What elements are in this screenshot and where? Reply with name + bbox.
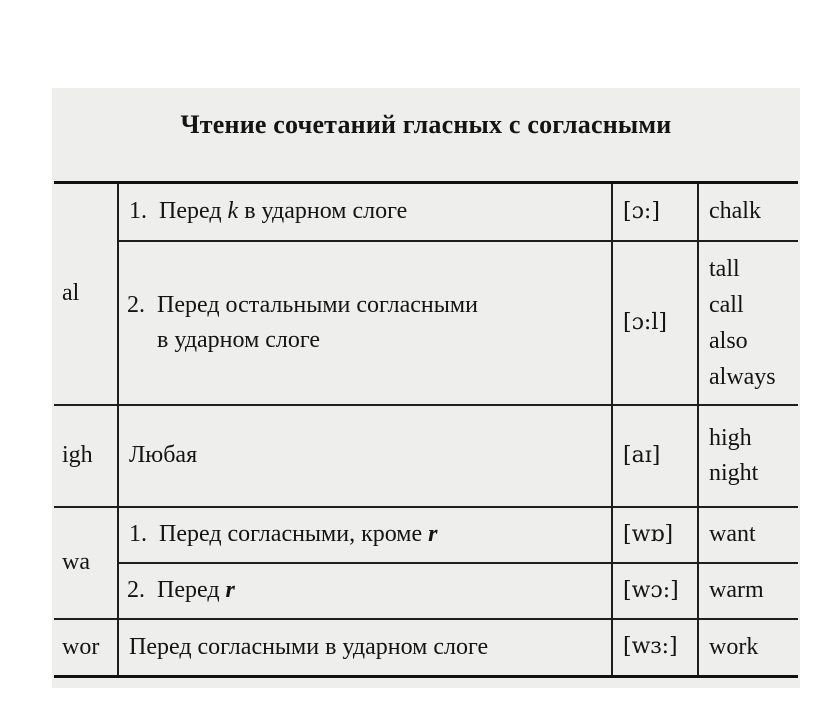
condition-letter: k [227, 198, 239, 225]
transcription-cell: [wɒ] [612, 507, 698, 563]
example-word: high [709, 424, 752, 451]
rule-number: 2. [127, 577, 145, 604]
transcription-cell: [ɔ:] [612, 183, 698, 241]
condition-cell [118, 241, 612, 405]
example-word: also [709, 327, 748, 354]
transcription-cell: [ɔ:l] [612, 241, 698, 405]
example-word: warm [709, 577, 764, 604]
table-row [54, 619, 798, 677]
rule-number: 1. [129, 521, 147, 548]
condition-cell [118, 563, 612, 619]
example-word: night [709, 459, 759, 486]
condition-text: в ударном слоге [238, 198, 408, 225]
condition-text: Перед [159, 198, 228, 225]
condition-text: в ударном слоге [157, 326, 321, 353]
condition-letter: r [428, 521, 438, 548]
examples-cell [698, 619, 798, 677]
condition-cell [118, 507, 612, 563]
example-word: chalk [709, 198, 761, 225]
transcription-cell: [aɪ] [612, 405, 698, 507]
table-title: Чтение сочетаний гласных с согласными [180, 110, 672, 139]
condition-cell [118, 183, 612, 241]
condition-letter: r [225, 577, 235, 604]
example-word: tall [709, 255, 740, 282]
rule-number: 1. [129, 198, 147, 225]
transcription-cell: [wɜ:] [612, 619, 698, 677]
rule-number: 2. [127, 291, 145, 318]
transcription-cell: [wɔ:] [612, 563, 698, 619]
combination-cell: al [54, 183, 118, 405]
reading-rules-table [54, 181, 798, 678]
condition-cell: Перед согласными в ударном слоге [118, 619, 612, 677]
examples-cell [698, 563, 798, 619]
condition-cell: Любая [118, 405, 612, 507]
example-word: work [709, 633, 759, 660]
condition-text: Перед согласными, кроме [159, 521, 429, 548]
combination-cell: wa [54, 507, 118, 619]
combination-cell: igh [54, 405, 118, 507]
combination-cell: wor [54, 619, 118, 677]
examples-cell [698, 507, 798, 563]
table-row [54, 563, 798, 619]
table-row [54, 507, 798, 563]
example-word: call [709, 291, 744, 318]
table-row [54, 241, 798, 405]
examples-cell [698, 241, 798, 405]
condition-text: Перед остальными согласными [157, 291, 478, 318]
condition-text: Перед [157, 577, 226, 604]
example-word: want [709, 521, 756, 548]
table-row [54, 405, 798, 507]
examples-cell [698, 183, 798, 241]
table-row [54, 183, 798, 241]
example-word: always [709, 363, 776, 390]
examples-cell [698, 405, 798, 507]
